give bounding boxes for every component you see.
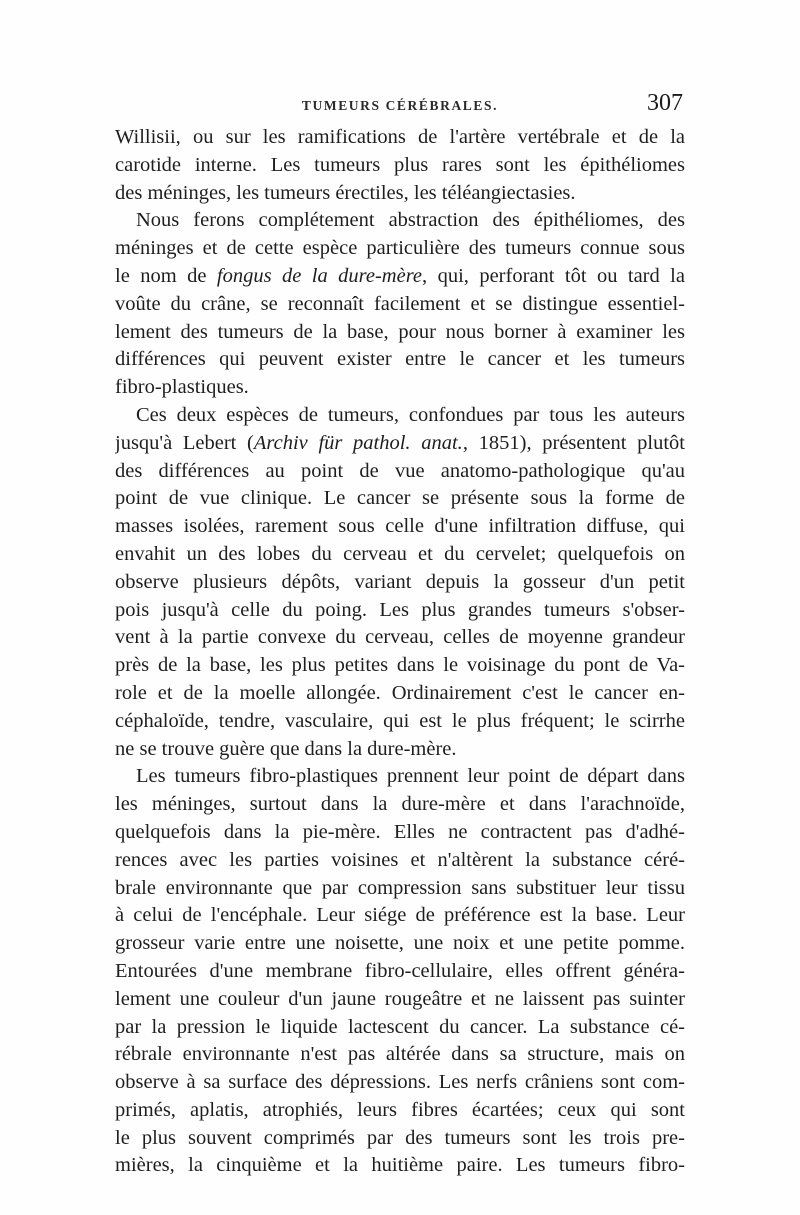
text-line: carotide interne. Les tumeurs plus rares sont les épithéliomes: [115, 153, 685, 176]
text-line: pois jusqu'à celle du poing. Les plus grandes tumeurs s'obser-: [115, 598, 685, 621]
page-number: 307: [647, 90, 683, 116]
text-line: Entourées d'une membrane fibro-cellulaire, elles offrent généra-: [115, 959, 685, 982]
text-line: rébrale environnante n'est pas altérée dans sa structure, mais on: [115, 1043, 685, 1066]
text-line: rences avec les parties voisines et n'altèrent la substance céré-: [115, 848, 685, 871]
text-line: près de la base, les plus petites dans le voisinage du pont de Va-: [115, 654, 685, 677]
text-line: jusqu'à Lebert (Archiv für pathol. anat., 1851), présentent plutôt: [115, 431, 685, 454]
text-line: le plus souvent comprimés par des tumeurs sont les trois pre-: [115, 1126, 685, 1149]
paragraph-1: [115, 124, 685, 207]
running-head: [115, 90, 685, 120]
text-line: fibro-plastiques.: [115, 376, 249, 399]
text-line: Nous ferons complétement abstraction des épithéliomes, des: [136, 209, 685, 232]
text-line: observe à sa surface des dépressions. Les nerfs crâniens sont com-: [115, 1071, 685, 1094]
text-line: role et de la moelle allongée. Ordinairement c'est le cancer en-: [115, 681, 685, 704]
text-line: à celui de l'encéphale. Leur siége de préférence est la base. Leur: [115, 904, 685, 927]
text-line: par la pression le liquide lactescent du cancer. La substance cé-: [115, 1015, 685, 1038]
text-line: voûte du crâne, se reconnaît facilement et se distingue essentiel-: [115, 292, 685, 315]
text-line: lement une couleur d'un jaune rougeâtre et ne laissent pas suinter: [115, 987, 685, 1010]
text-line: Les tumeurs fibro-plastiques prennent leur point de départ dans: [136, 765, 685, 788]
text-line: grosseur varie entre une noisette, une noix et une petite pomme.: [115, 932, 685, 955]
text-line: mières, la cinquième et la huitième paire. Les tumeurs fibro-: [115, 1154, 685, 1177]
text-line: primés, aplatis, atrophiés, leurs fibres écartées; ceux qui sont: [115, 1098, 685, 1121]
italic-citation: fongus de la dure-mère: [216, 264, 423, 287]
text-line: ne se trouve guère que dans la dure-mère.: [115, 737, 457, 760]
text-line: brale environnante que par compression sans substituer leur tissu: [115, 876, 685, 899]
text-line: céphaloïde, tendre, vasculaire, qui est le plus fréquent; le scirrhe: [115, 709, 685, 732]
italic-citation: Archiv für pathol. anat.: [253, 431, 463, 454]
text-line: quelquefois dans la pie-mère. Elles ne contractent pas d'adhé-: [115, 820, 685, 843]
text-line: différences qui peuvent exister entre le cancer et les tumeurs: [115, 348, 685, 371]
text-line: Ces deux espèces de tumeurs, confondues par tous les auteurs: [136, 403, 685, 426]
text-line: des différences au point de vue anatomo-pathologique qu'au: [115, 459, 685, 482]
text-line: observe plusieurs dépôts, variant depuis la gosseur d'un petit: [115, 570, 685, 593]
text-line: masses isolées, rarement sous celle d'une infiltration diffuse, qui: [115, 515, 685, 538]
text-line: vent à la partie convexe du cerveau, celles de moyenne grandeur: [115, 626, 685, 649]
paragraph-2: [115, 207, 685, 402]
body-text: [115, 124, 685, 1180]
paragraph-3: [115, 402, 685, 763]
running-title: TUMEURS CÉRÉBRALES.: [301, 98, 499, 113]
text-line: Willisii, ou sur les ramifications de l'artère vertébrale et de la: [115, 126, 685, 148]
text-line: le nom de fongus de la dure-mère, qui, perforant tôt ou tard la: [115, 264, 685, 287]
paragraph-4: [115, 763, 685, 1180]
text-line: méninges et de cette espèce particulière des tumeurs connue sous: [115, 237, 685, 260]
text-line: des méninges, les tumeurs érectiles, les téléangiectasies.: [115, 181, 576, 204]
text-line: les méninges, surtout dans la dure-mère et dans l'arachnoïde,: [115, 793, 685, 816]
text-line: point de vue clinique. Le cancer se présente sous la forme de: [115, 487, 685, 510]
text-line: envahit un des lobes du cerveau et du cervelet; quelquefois on: [115, 542, 685, 565]
text-line: lement des tumeurs de la base, pour nous borner à examiner les: [115, 320, 685, 343]
